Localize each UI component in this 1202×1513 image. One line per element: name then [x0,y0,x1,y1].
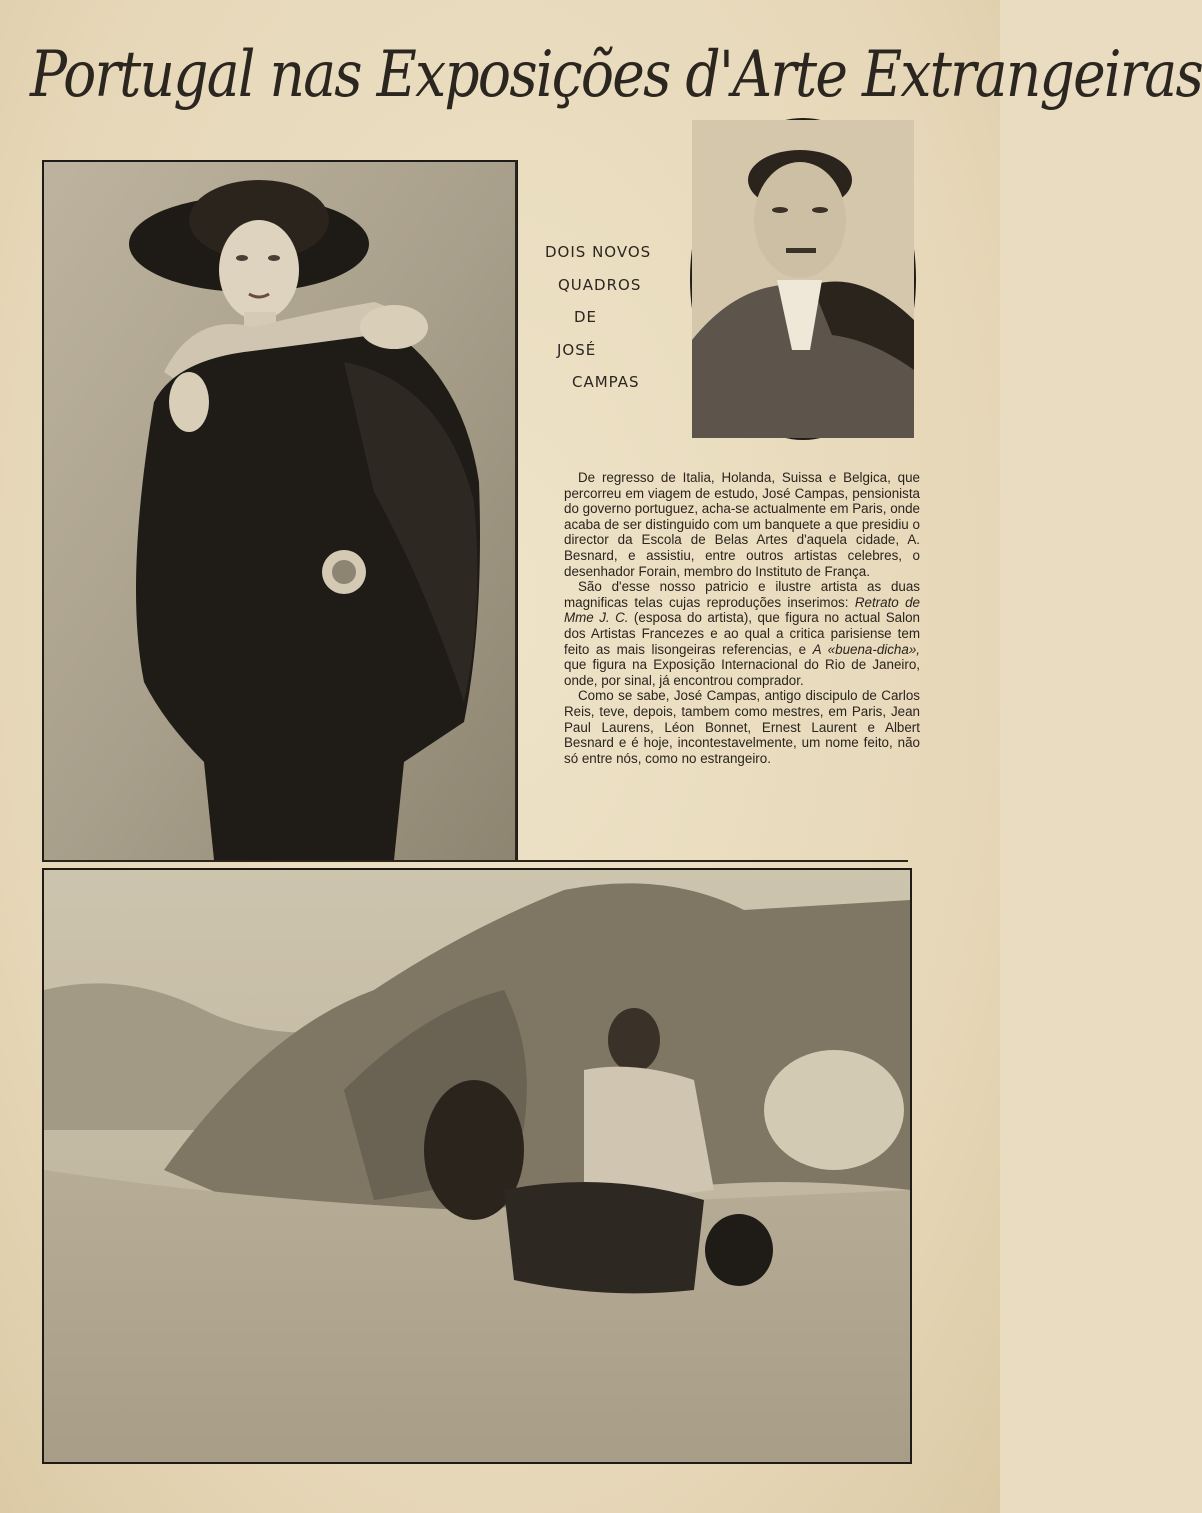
article-body [564,470,920,766]
article-paragraph-1: De regresso de Italia, Holanda, Suissa e Belgica, que percorreu em viagem de estudo, José Campas, pensionista do governo portuguez, acha-se actualmente em Paris, onde acaba de ser distinguido com um banquete a que presidiu o director da Escola de Belas Artes d'aquela cidade, A. Besnard, e assistiu, entre outros artistas celebres, o desenhador Forain, membro do Instituto de França. [564,470,920,579]
artist-oval-photo [690,118,916,440]
sidebar-title-line-2: QUADROS [558,276,642,294]
sidebar-title-line-4: JOSÉ [557,341,597,359]
sidebar-title-line-5: CAMPAS [572,373,640,391]
sidebar-title-line-1: DOIS NOVOS [545,243,652,261]
page-headline: Portugal nas Exposições d'Arte Extrangeiras [30,38,1202,112]
article-paragraph-3: Como se sabe, José Campas, antigo discipulo de Carlos Reis, teve, depois, tambem como mestres, em Paris, Jean Paul Laurens, Léon Bonnet, Ernest Laurent e Albert Besnard e é hoje, incontestavelmente, um nome feito, não só entre nós, como no estrangeiro. [564,688,920,766]
sidebar-title-line-3: DE [574,308,598,326]
buena-dicha-painting [42,868,912,1464]
paragraph-2-text-b: (esposa do artista), que figura no actual Salon dos Artistas Francezes e ao qual a critica parisiense tem feito as mais lisongeiras referencias, e [564,610,920,657]
paragraph-2-text-a: São d'esse nosso patricio e ilustre artista as duas magnificas telas cujas reproduções inserimos: [564,579,920,610]
portrait-photo [42,160,518,862]
section-divider [42,860,908,862]
painting-title-portrait: Retrato de Mme J. C. [564,594,920,626]
column-divider [515,160,517,862]
article-paragraph-2 [564,579,920,688]
paragraph-2-text-c: que figura na Exposição Internacional do Rio de Janeiro, onde, por sinal, já encontrou comprador. [564,657,920,688]
painting-title-buena-dicha: A «buena-dicha», [812,641,920,657]
